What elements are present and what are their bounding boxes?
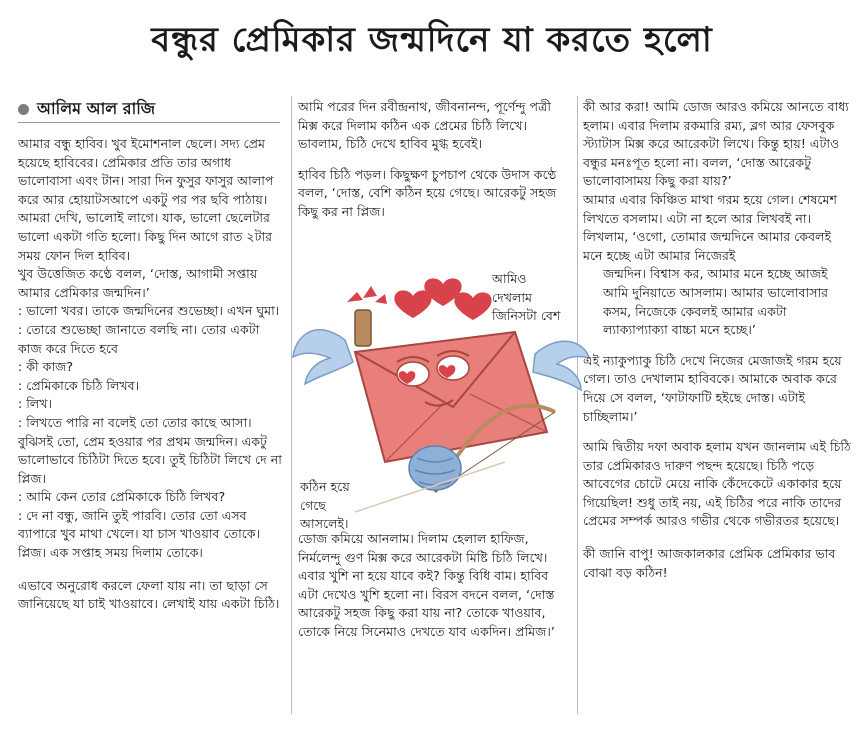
- headline: বন্ধুর প্রেমিকার জন্মদিনে যা করতে হলো: [151, 20, 713, 60]
- author-name: আলিম আল রাজি: [37, 99, 156, 118]
- illustration-caption-bottom: কঠিন হয়ে গেছে আসলেই।: [300, 479, 350, 532]
- article-column-1: [18, 135, 286, 614]
- dialogue-line: : তোরে শুভেচ্ছা জানাতে বলছি না। তোর একটা কাজ করে দিতে হবে: [18, 321, 260, 356]
- dialogue-line: : কী কাজ?: [18, 359, 74, 375]
- dialogue-line: : ভালো খবর। তাকে জন্মদিনের শুভেচ্ছা। এখন ঘুমা।: [18, 303, 280, 319]
- paragraph: আমার বন্ধু হাবিব। খুব ইমোশনাল ছেলে। সদ্য প্রেম হয়েছে হাবিবের। প্রেমিকার প্রতি তার অগাধ ভালোবাসা এবং টান। সারা দিন ফুসুর ফাসুর আলাপ করে আর হোয়াটসআপে একটু পর পর ছবি পাঠায়। আমরা দেখি, ভালোই লাগে। যাক, ভালো ছেলেটার ভালো একটা গতি হলো। কিছু দিন আগে রাত ২টার সময় ফোন দিল হাবিব।: [18, 136, 274, 263]
- article-column-3: [583, 98, 853, 582]
- paragraph: আমার এবার কিঞ্চিত মাথা গরম হয়ে গেল। শেষমেশ লিখতে বসলাম। এটা না হলে আর লিখবই না।: [583, 191, 837, 226]
- illustration-caption-top: আমিও দেখলাম জিনিসটা বেশ: [492, 271, 561, 324]
- closing-line: কী জানি বাপু! আজকালকার প্রেমিক প্রেমিকার ভাব বোঝা বড় কঠিন!: [583, 546, 836, 580]
- dialogue-line: : প্রেমিকাকে চিঠি লিখব।: [18, 377, 140, 393]
- paragraph: লিখলাম, ‘ওগো, তোমার জন্মদিনে আমার কেবলই মনে হচ্ছে এটা আমার নিজেরই: [583, 229, 832, 263]
- paragraph: আমি দ্বিতীয় দফা অবাক হলাম যখন জানলাম এই চিঠি তার প্রেমিকারও দারুণ পছন্দ হয়েছে। চিঠি পড়ে আবেগের চোটে মেয়ে নাকি কেঁদেকেটে একাকার হয়ে গিয়েছিল! শুধু তাই নয়, এই চিঠির পরে নাকি তাদের প্রেমের সম্পর্ক আরও গভীর থেকে গভীরতর হয়েছে।: [583, 439, 851, 529]
- paragraph: ডোজ কমিয়ে আনলাম। দিলাম হেলাল হাফিজ, নির্মলেন্দু গুণ মিক্স করে আরেকটা মিষ্টি চিঠি লিখে। এবার খুশি না হয়ে যাবে কই? কিন্তু বিধি বাম। হাবিব এটা দেখেও খুশি হলো না। বিরস বদনে বলল, ‘দোস্ত আরেকটু সহজ কিছু করা যায় না? তোকে খাওয়াব, তোকে নিয়ে সিনেমাও দেখতে যাব একদিন। প্রমিজ।’: [298, 531, 555, 639]
- paragraph: খুব উত্তেজিত কণ্ঠে বলল, ‘দোস্ত, আগামী সপ্তায় আমার প্রেমিকার জন্মদিন।’: [18, 266, 258, 300]
- paragraph: এই ন্যাকুপ্যাকু চিঠি দেখে নিজের মেজাজই গরম হয়ে গেল। তাও দেখালাম হাবিবকে। আমাকে অবাক করে দিয়ে সে বলল, ‘ফাটাফাটি হইছে দোস্ত। এটাই চাচ্ছিলাম।’: [583, 352, 842, 424]
- paragraph: কী আর করা! আমি ডোজ আরও কমিয়ে আনতে বাধ্য হলাম। এবার দিলাম রকমারি রম্য, ব্লগ আর ফেসবুক স্ট্যাটাস মিক্স করে আরেকটা লিখে। কিন্তু হায়! এটাও বন্ধুর মনঃপূত হলো না। বলল, ‘দোস্ত আরেকটু ভালোবাসাময় কিছু করা যায়?’: [583, 99, 849, 189]
- dialogue-line: : দে না বন্ধু, জানি তুই পারবি। তোর তো এসব ব্যাপারে খুব মাথা খেলে। যা চাস খাওয়াব তোকে। প্লিজ। এক সপ্তাহ সময় দিলাম তোকে।: [18, 507, 261, 561]
- article-column-2-continued: [298, 530, 566, 642]
- paragraph: এভাবে অনুরোধ করলে ফেলা যায় না। তা ছাড়া সে জানিয়েছে যা চাই খাওয়াবে। লেখাই যায় একটা চিঠি।: [18, 577, 280, 612]
- dialogue-line: : লিখ।: [18, 396, 53, 412]
- paragraph: আমি পরের দিন রবীন্দ্রনাথ, জীবনানন্দ, পূর্ণেন্দু পত্রী মিক্স করে দিলাম কঠিন এক প্রেমের চিঠি লিখে। ভাবলাম, চিঠি দেখে হাবিব মুগ্ধ হবেই।: [298, 99, 551, 152]
- dialogue-line: : লিখতে পারি না বলেই তো তোর কাছে আসা। বুঝিসই তো, প্রেম হওয়ার পর প্রথম জন্মদিন। একটু ভালোভাবে চিঠিটা দিতে হবে। তুই চিঠিটা লিখে দে না প্লিজ।: [18, 414, 282, 486]
- dialogue-line: : আমি কেন তোর প্রেমিকাকে চিঠি লিখব?: [18, 489, 226, 505]
- bullet-dot-icon: [18, 104, 29, 115]
- article-column-2: [298, 98, 566, 222]
- byline-rule: [18, 122, 280, 123]
- paragraph: হাবিব চিঠি পড়ল। কিছুক্ষণ চুপচাপ থেকে উদাস কণ্ঠে বলল, ‘দোস্ত, বেশি কঠিন হয়ে গেছে। আরেকটু সহজ কিছু কর না প্লিজ।: [298, 166, 557, 219]
- byline: [18, 96, 288, 123]
- letter-quote: জন্মদিন। বিশ্বাস কর, আমার মনে হচ্ছে আজই আমি দুনিয়াতে আসলাম। আমার ভালোবাসার কসম, নিজেকে কেবলই আমার একটা ল্যাক্যাপ্যাক্যা বাচ্চা মনে হচ্ছে।’: [603, 266, 829, 338]
